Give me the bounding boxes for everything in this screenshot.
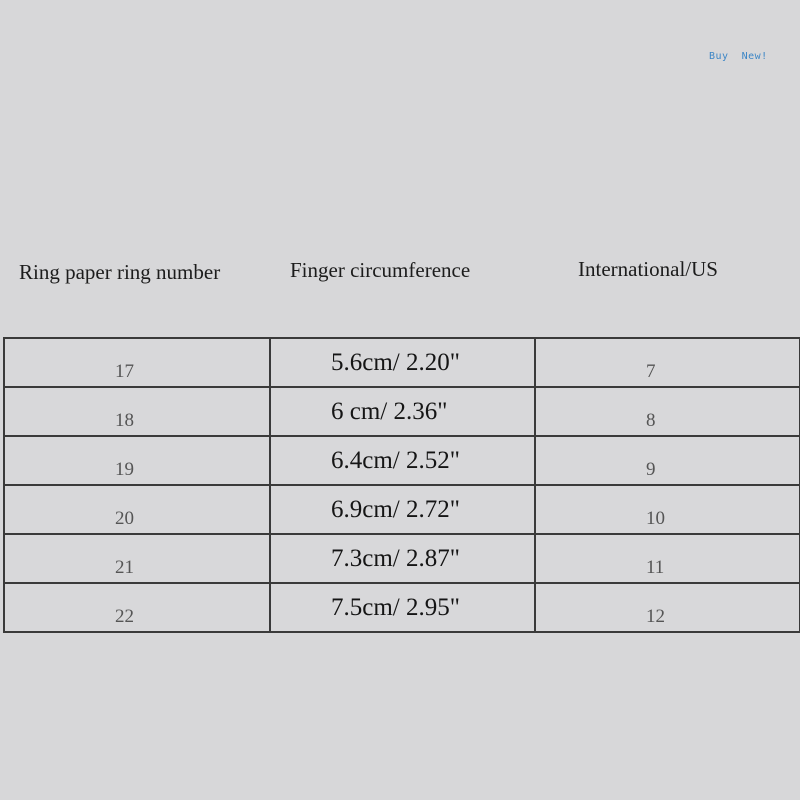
ring-number: 20	[115, 508, 134, 529]
table-row	[4, 534, 800, 583]
header-ring-number: Ring paper ring number	[19, 260, 221, 284]
us-size-cell	[535, 485, 800, 534]
ring-number-cell	[4, 338, 270, 387]
ring-number: 18	[115, 410, 134, 431]
us-size: 11	[646, 557, 665, 578]
circumference-cell	[270, 583, 535, 632]
table-header	[0, 252, 800, 292]
circumference-value: 6.4cm/ 2.52"	[331, 447, 460, 474]
us-size-cell	[535, 583, 800, 632]
header-international-us: International/US	[578, 257, 718, 281]
us-size-cell	[535, 534, 800, 583]
circumference-cell	[270, 387, 535, 436]
table-row	[4, 338, 800, 387]
ring-number-cell	[4, 583, 270, 632]
ring-number-cell	[4, 387, 270, 436]
ring-number-cell	[4, 534, 270, 583]
ring-number: 19	[115, 459, 134, 480]
ring-number: 17	[115, 361, 134, 382]
circumference-value: 6.9cm/ 2.72"	[331, 496, 460, 523]
circumference-value: 7.5cm/ 2.95"	[331, 594, 460, 621]
ring-number-cell	[4, 485, 270, 534]
circumference-cell	[270, 485, 535, 534]
us-size: 7	[646, 361, 656, 382]
us-size: 9	[646, 459, 656, 480]
ring-number-cell	[4, 436, 270, 485]
table-row	[4, 583, 800, 632]
ring-number: 22	[115, 606, 134, 627]
us-size: 12	[646, 606, 665, 627]
us-size-cell	[535, 387, 800, 436]
circumference-cell	[270, 436, 535, 485]
header-finger-circumference: Finger circumference	[290, 258, 471, 282]
circumference-cell	[270, 534, 535, 583]
circumference-cell	[270, 338, 535, 387]
table-row	[4, 485, 800, 534]
us-size-cell	[535, 338, 800, 387]
us-size-cell	[535, 436, 800, 485]
circumference-value: 7.3cm/ 2.87"	[331, 545, 460, 572]
circumference-value: 6 cm/ 2.36"	[331, 398, 448, 425]
us-size: 10	[646, 508, 665, 529]
ring-number: 21	[115, 557, 134, 578]
table-row	[4, 436, 800, 485]
circumference-value: 5.6cm/ 2.20"	[331, 349, 460, 376]
buy-now-link[interactable]: Buy New!	[709, 51, 768, 62]
us-size: 8	[646, 410, 656, 431]
ring-size-table	[3, 337, 800, 633]
table-row	[4, 387, 800, 436]
